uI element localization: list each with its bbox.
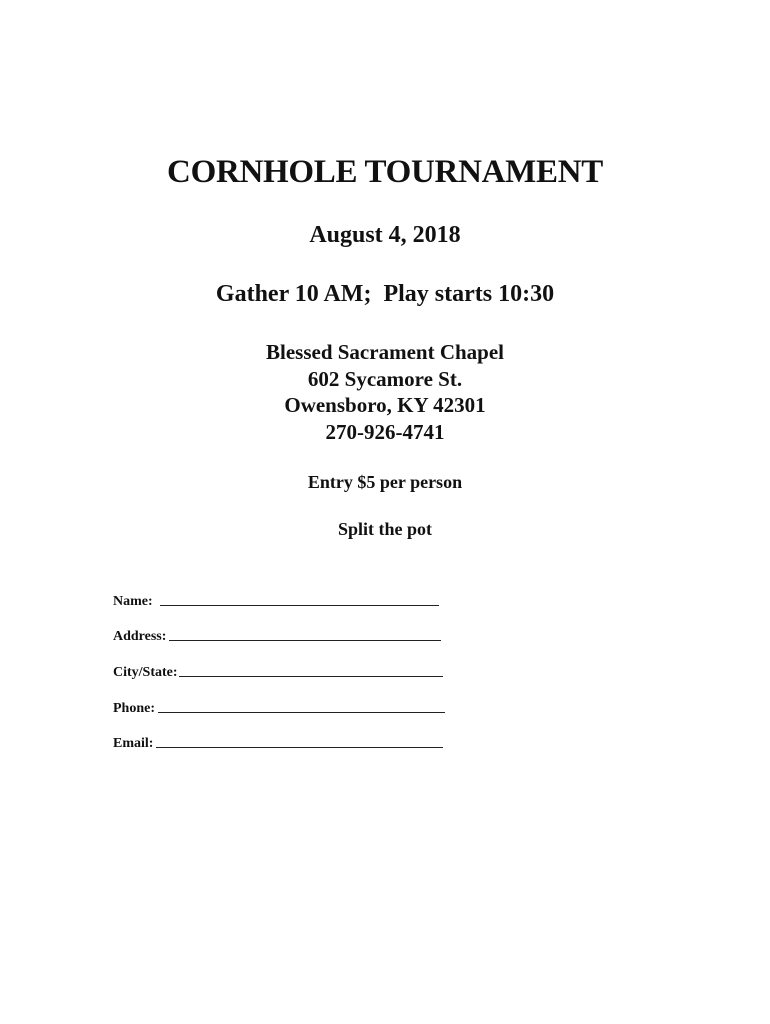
name-field[interactable]	[160, 591, 439, 606]
name-label: Name:	[113, 594, 153, 609]
form-row-email	[113, 730, 443, 752]
venue-city: Owensboro, KY 42301	[284, 393, 486, 417]
email-field[interactable]	[156, 733, 443, 748]
venue-phone: 270-926-4741	[325, 420, 445, 444]
phone-field[interactable]	[158, 698, 445, 713]
entry-fee: Entry $5 per person	[307, 472, 463, 492]
event-date: August 4, 2018	[309, 222, 461, 248]
form-row-city-state	[113, 659, 443, 681]
address-field[interactable]	[169, 626, 441, 641]
city-state-field[interactable]	[179, 662, 443, 677]
venue-name: Blessed Sacrament Chapel	[266, 340, 504, 364]
email-label: Email:	[113, 736, 154, 751]
prize-info: Split the pot	[337, 519, 433, 539]
phone-label: Phone:	[113, 701, 155, 716]
form-row-address	[113, 623, 441, 645]
address-label: Address:	[113, 629, 167, 644]
venue-street: 602 Sycamore St.	[307, 367, 463, 391]
city-state-label: City/State:	[113, 665, 178, 680]
event-times: Gather 10 AM; Play starts 10:30	[215, 281, 555, 307]
form-row-name	[113, 588, 439, 610]
form-row-phone	[113, 695, 445, 717]
page-title: CORNHOLE TOURNAMENT	[167, 154, 603, 190]
